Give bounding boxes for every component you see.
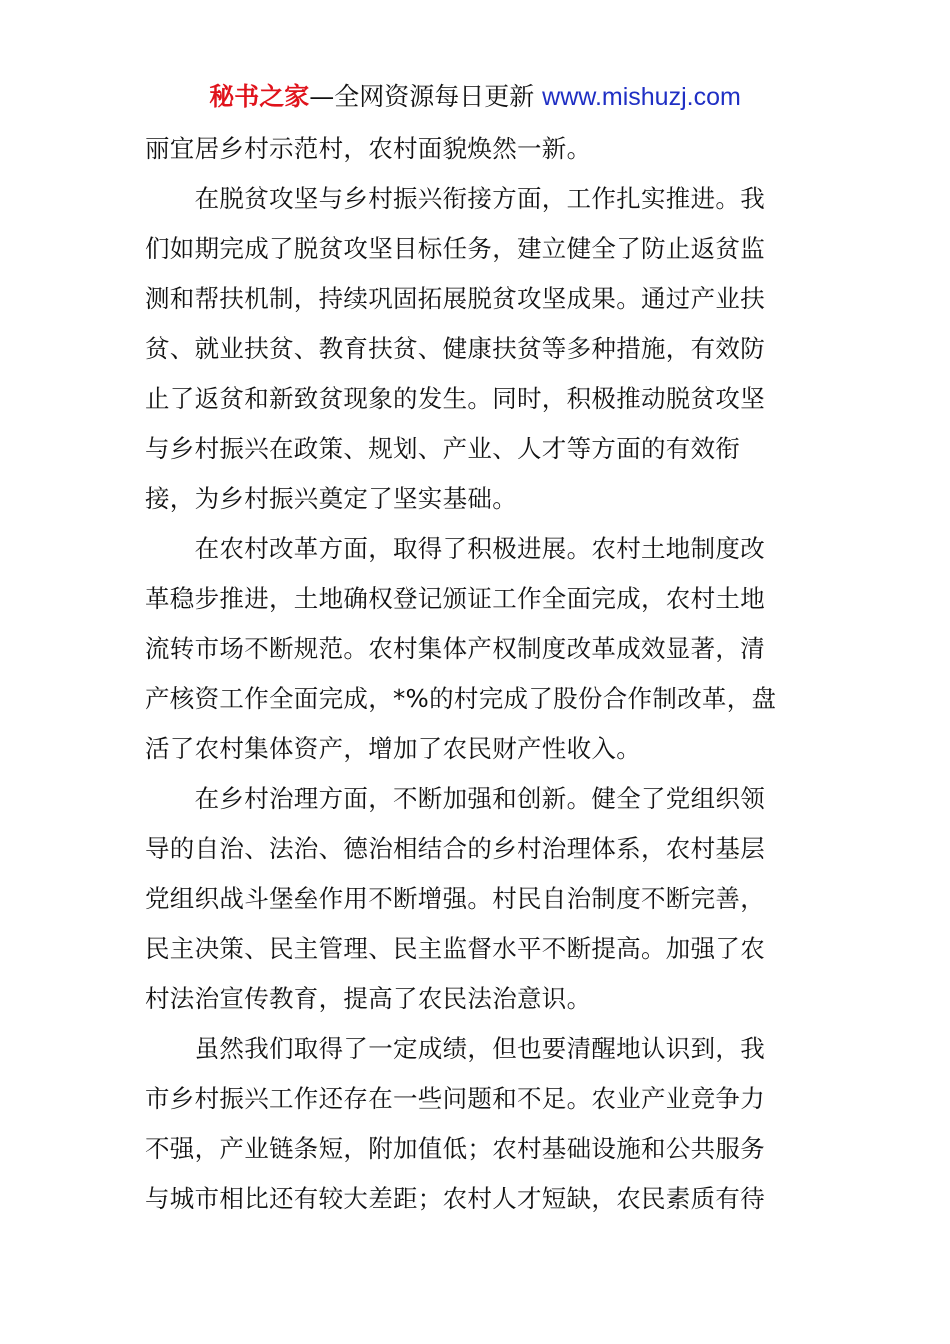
text-line: 导的自治、法治、德治相结合的乡村治理体系，农村基层 xyxy=(145,834,765,863)
paragraph-start: 在脱贫攻坚与乡村振兴衔接方面，工作扎实推进。我 xyxy=(145,184,765,213)
paragraph-start: 在乡村治理方面，不断加强和创新。健全了党组织领 xyxy=(145,784,765,813)
text-line: 与乡村振兴在政策、规划、产业、人才等方面的有效衔 xyxy=(145,434,741,463)
text-line: 党组织战斗堡垒作用不断增强。村民自治制度不断完善， xyxy=(145,884,765,913)
website-link[interactable]: www.mishuzj.com xyxy=(542,83,741,111)
text-line: 民主决策、民主管理、民主监督水平不断提高。加强了农 xyxy=(145,934,765,963)
text-line: 革稳步推进，土地确权登记颁证工作全面完成，农村土地 xyxy=(145,584,765,613)
text-line: 不强，产业链条短，附加值低；农村基础设施和公共服务 xyxy=(145,1134,765,1163)
text-line: 流转市场不断规范。农村集体产权制度改革成效显著，清 xyxy=(145,634,765,663)
paragraph-start: 虽然我们取得了一定成绩，但也要清醒地认识到，我 xyxy=(145,1034,765,1063)
text-line: 测和帮扶机制，持续巩固拓展脱贫攻坚成果。通过产业扶 xyxy=(145,284,765,313)
brand-name: 秘书之家 xyxy=(209,82,310,111)
header-tagline: —全网资源每日更新 xyxy=(309,82,543,111)
text-line: 们如期完成了脱贫攻坚目标任务，建立健全了防止返贫监 xyxy=(145,234,765,263)
text-line: 止了返贫和新致贫现象的发生。同时，积极推动脱贫攻坚 xyxy=(145,384,765,413)
text-line: 接，为乡村振兴奠定了坚实基础。 xyxy=(145,484,517,513)
page-header xyxy=(0,80,950,114)
text-line: 贫、就业扶贫、教育扶贫、健康扶贫等多种措施，有效防 xyxy=(145,334,765,363)
text-line: 活了农村集体资产，增加了农民财产性收入。 xyxy=(145,734,641,763)
text-line: 村法治宣传教育，提高了农民法治意识。 xyxy=(145,984,592,1013)
text-line: 与城市相比还有较大差距；农村人才短缺，农民素质有待 xyxy=(145,1184,765,1213)
text-line: 市乡村振兴工作还存在一些问题和不足。农业产业竞争力 xyxy=(145,1084,765,1113)
text-line: 产核资工作全面完成，*%的村完成了股份合作制改革，盘 xyxy=(145,684,777,713)
document-body xyxy=(145,124,807,1224)
paragraph-start: 在农村改革方面，取得了积极进展。农村土地制度改 xyxy=(145,534,765,563)
text-line: 丽宜居乡村示范村，农村面貌焕然一新。 xyxy=(145,134,592,163)
